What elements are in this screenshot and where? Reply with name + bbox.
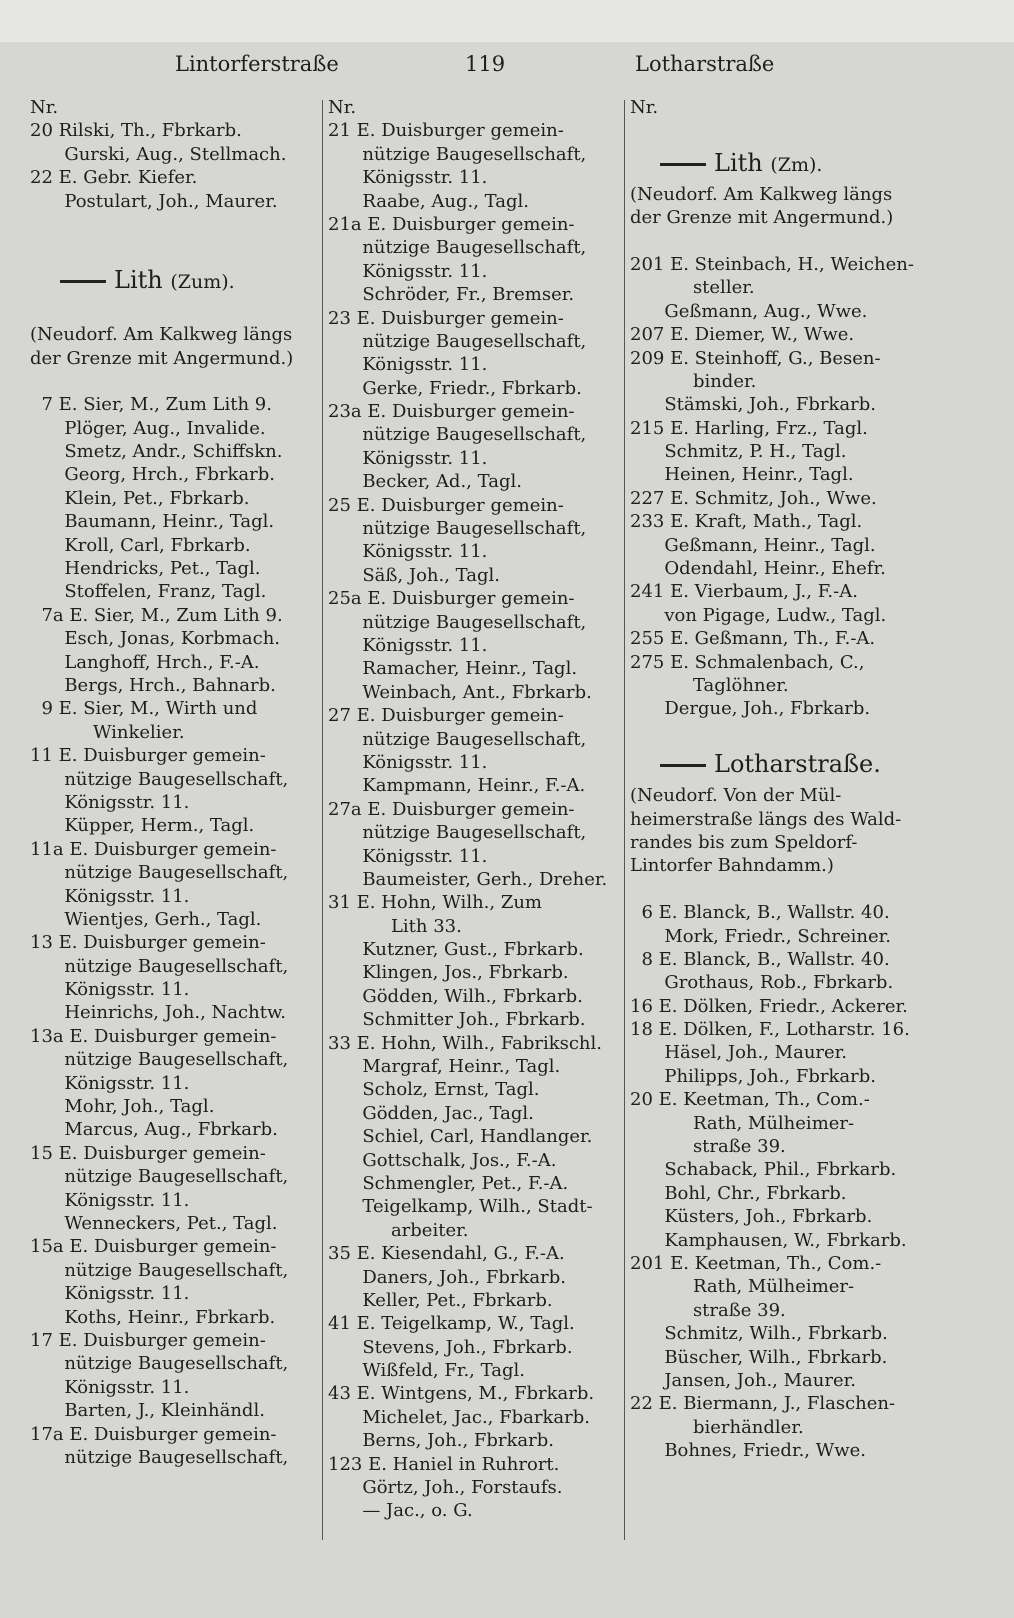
- entry-line: 25 E. Duisburger gemein-: [328, 494, 564, 516]
- entry-line: 15a E. Duisburger gemein-: [30, 1236, 277, 1258]
- entry-line: 15 E. Duisburger gemein-: [30, 1142, 266, 1164]
- column-heading: Nr.: [328, 97, 357, 118]
- entry-line: Stevens, Joh., Fbrkarb.: [328, 1336, 573, 1358]
- entry-line: bierhändler.: [630, 1416, 804, 1438]
- entry-line: 9 E. Sier, M., Wirth und: [30, 698, 258, 720]
- entry-line: Klein, Pet., Fbrkarb.: [30, 487, 250, 509]
- entry-line: 33 E. Hohn, Wilh., Fabrikschl.: [328, 1032, 603, 1054]
- entry-line: Wenneckers, Pet., Tagl.: [30, 1212, 278, 1234]
- street-note: heimerstraße längs des Wald-: [630, 808, 902, 830]
- street-note: randes bis zum Speldorf-: [630, 831, 858, 853]
- entry-line: 27a E. Duisburger gemein-: [328, 798, 575, 820]
- entry-line: [630, 1462, 920, 1485]
- entry-line: nützige Baugesellschaft,: [328, 237, 587, 259]
- dash-rule: [660, 764, 706, 767]
- entry-line: Margraf, Heinr., Tagl.: [328, 1056, 561, 1078]
- entry-line: von Pigage, Ludw., Tagl.: [630, 604, 887, 626]
- entry-line: Königsstr. 11.: [30, 979, 190, 1001]
- entry-line: Bohnes, Friedr., Wwe.: [630, 1440, 867, 1462]
- entry-line: Schmitz, P. H., Tagl.: [630, 441, 847, 463]
- entry-line: 275 E. Schmalenbach, C.,: [630, 651, 865, 673]
- entry-line: 233 E. Kraft, Math., Tagl.: [630, 511, 863, 533]
- entry-line: Odendahl, Heinr., Ehefr.: [630, 558, 886, 580]
- entry-line: Marcus, Aug., Fbrkarb.: [30, 1119, 278, 1141]
- entry-line: nützige Baugesellschaft,: [328, 330, 587, 352]
- entry-line: 241 E. Vierbaum, J., F.-A.: [630, 581, 858, 603]
- column-2: [328, 96, 618, 1546]
- entry-line: Taglöhner.: [630, 674, 789, 696]
- entry-line: 17a E. Duisburger gemein-: [30, 1423, 277, 1445]
- entry-line: Mohr, Joh., Tagl.: [30, 1096, 215, 1118]
- entry-line: Koths, Heinr., Fbrkarb.: [30, 1306, 276, 1328]
- entry-line: Schaback, Phil., Fbrkarb.: [630, 1159, 897, 1181]
- page-number: 119: [465, 52, 506, 76]
- scan-top-edge: [0, 0, 1014, 42]
- entry-line: Schmitz, Wilh., Fbrkarb.: [630, 1323, 888, 1345]
- entry-line: arbeiter.: [328, 1219, 469, 1241]
- entry-line: Königsstr. 11.: [328, 634, 488, 656]
- entry-line: Königsstr. 11.: [30, 1283, 190, 1305]
- entry-line: steller.: [630, 277, 755, 299]
- entry-line: Philipps, Joh., Fbrkarb.: [630, 1065, 876, 1087]
- entry-line: Königsstr. 11.: [30, 1189, 190, 1211]
- entry-line: 6 E. Blanck, B., Wallstr. 40.: [630, 902, 890, 924]
- entry-line: Geßmann, Aug., Wwe.: [630, 300, 868, 322]
- entry-line: Heinrichs, Joh., Nachtw.: [30, 1002, 286, 1024]
- entry-line: Postulart, Joh., Maurer.: [30, 190, 278, 212]
- street-heading: Lith (Zm).: [630, 143, 920, 183]
- entry-line: 123 E. Haniel in Ruhrort.: [328, 1453, 560, 1475]
- column-3: [630, 96, 920, 1486]
- entry-line: nützige Baugesellschaft,: [328, 424, 587, 446]
- street-heading: Lotharstraße.: [630, 744, 920, 784]
- entry-line: nützige Baugesellschaft,: [328, 611, 587, 633]
- entry-line: Heinen, Heinr., Tagl.: [630, 464, 854, 486]
- entry-line: 7 E. Sier, M., Zum Lith 9.: [30, 394, 272, 416]
- entry-line: 31 E. Hohn, Wilh., Zum: [328, 892, 542, 914]
- entry-line: 43 E. Wintgens, M., Fbrkarb.: [328, 1383, 595, 1405]
- entry-line: Königsstr. 11.: [30, 791, 190, 813]
- entry-line: Schiel, Carl, Handlanger.: [328, 1126, 593, 1148]
- entry-line: Säß, Joh., Tagl.: [328, 564, 501, 586]
- entry-line: Hendricks, Pet., Tagl.: [30, 558, 261, 580]
- entry-line: Raabe, Aug., Tagl.: [328, 190, 529, 212]
- column-heading: Nr.: [30, 97, 59, 118]
- entry-line: Grothaus, Rob., Fbrkarb.: [630, 972, 894, 994]
- entry-line: Michelet, Jac., Fbarkarb.: [328, 1406, 590, 1428]
- entry-line: 207 E. Diemer, W., Wwe.: [630, 324, 855, 346]
- entry-line: Esch, Jonas, Korbmach.: [30, 628, 281, 650]
- entry-line: Königsstr. 11.: [30, 1376, 190, 1398]
- entry-line: Gerke, Friedr., Fbrkarb.: [328, 377, 582, 399]
- entry-line: nützige Baugesellschaft,: [328, 143, 587, 165]
- entry-line: 209 E. Steinhoff, G., Besen-: [630, 347, 881, 369]
- entry-line: Lith 33.: [328, 915, 462, 937]
- entry-line: nützige Baugesellschaft,: [30, 955, 289, 977]
- entry-line: Baumann, Heinr., Tagl.: [30, 511, 275, 533]
- entry-line: Bergs, Hrch., Bahnarb.: [30, 675, 276, 696]
- entry-line: 35 E. Kiesendahl, G., F.-A.: [328, 1243, 565, 1265]
- street-note: (Neudorf. Von der Mül-: [630, 785, 842, 807]
- street-note: Lintorfer Bahndamm.): [630, 855, 834, 877]
- entry-line: Königsstr. 11.: [328, 354, 488, 376]
- street-note: (Neudorf. Am Kalkweg längs: [630, 183, 893, 205]
- entry-line: Georg, Hrch., Fbrkarb.: [30, 464, 276, 486]
- entry-line: nützige Baugesellschaft,: [328, 518, 587, 540]
- entry-line: Barten, J., Kleinhändl.: [30, 1400, 265, 1422]
- entry-line: 201 E. Steinbach, H., Weichen-: [630, 253, 914, 275]
- entry-line: nützige Baugesellschaft,: [30, 1166, 289, 1188]
- entry-line: nützige Baugesellschaft,: [328, 728, 587, 750]
- entry-line: Büscher, Wilh., Fbrkarb.: [630, 1346, 888, 1368]
- entry-line: straße 39.: [630, 1299, 786, 1321]
- entry-line: Gottschalk, Jos., F.-A.: [328, 1149, 557, 1171]
- street-note: der Grenze mit Angermund.): [30, 347, 294, 369]
- entry-line: Königsstr. 11.: [328, 447, 488, 469]
- entry-line: 13 E. Duisburger gemein-: [30, 932, 266, 954]
- entry-line: 201 E. Keetman, Th., Com.-: [630, 1252, 882, 1274]
- entry-line: Stoffelen, Franz, Tagl.: [30, 581, 267, 603]
- entry-line: 227 E. Schmitz, Joh., Wwe.: [630, 487, 877, 509]
- entry-line: Winkelier.: [30, 721, 185, 743]
- entry-line: nützige Baugesellschaft,: [30, 1353, 289, 1375]
- entry-line: Scholz, Ernst, Tagl.: [328, 1079, 540, 1101]
- entry-line: Teigelkamp, Wilh., Stadt-: [328, 1196, 593, 1218]
- entry-line: Jansen, Joh., Maurer.: [630, 1369, 856, 1391]
- entry-line: Königsstr. 11.: [30, 885, 190, 907]
- entry-line: Rath, Mülheimer-: [630, 1276, 855, 1298]
- column-heading: Nr.: [630, 97, 659, 118]
- entry-line: Mork, Friedr., Schreiner.: [630, 925, 891, 947]
- entry-line: Schmitter Joh., Fbrkarb.: [328, 1009, 586, 1031]
- entry-line: nützige Baugesellschaft,: [30, 862, 289, 884]
- entry-line: Kampmann, Heinr., F.-A.: [328, 775, 586, 797]
- dash-rule: [660, 163, 706, 166]
- column-1: [30, 96, 318, 1469]
- entry-line: Weinbach, Ant., Fbrkarb.: [328, 681, 592, 703]
- entry-line: Smetz, Andr., Schiffskn.: [30, 441, 283, 463]
- entry-line: nützige Baugesellschaft,: [30, 1446, 289, 1468]
- entry-line: Gödden, Jac., Tagl.: [328, 1102, 534, 1124]
- dash-rule: [60, 280, 106, 283]
- entry-line: Berns, Joh., Fbrkarb.: [328, 1430, 555, 1452]
- entry-line: [328, 1523, 618, 1546]
- entry-line: 215 E. Harling, Frz., Tagl.: [630, 417, 868, 439]
- entry-line: 18 E. Dölken, F., Lotharstr. 16.: [630, 1019, 910, 1041]
- entry-line: Geßmann, Heinr., Tagl.: [630, 534, 876, 556]
- entry-line: 21a E. Duisburger gemein-: [328, 213, 575, 235]
- entry-line: 22 E. Gebr. Kiefer.: [30, 167, 198, 189]
- entry-line: Kutzner, Gust., Fbrkarb.: [328, 939, 584, 961]
- entry-line: 8 E. Blanck, B., Wallstr. 40.: [630, 948, 890, 970]
- entry-line: Wißfeld, Fr., Tagl.: [328, 1360, 525, 1382]
- entry-line: 20 E. Keetman, Th., Com.-: [630, 1089, 870, 1111]
- entry-line: nützige Baugesellschaft,: [30, 1259, 289, 1281]
- entry-line: nützige Baugesellschaft,: [328, 822, 587, 844]
- page-header: [30, 52, 960, 86]
- entry-line: Gödden, Wilh., Fbrkarb.: [328, 985, 583, 1007]
- entry-line: 11 E. Duisburger gemein-: [30, 745, 266, 767]
- entry-line: Küpper, Herm., Tagl.: [30, 815, 255, 837]
- entry-line: Rath, Mülheimer-: [630, 1112, 855, 1134]
- entry-line: Klingen, Jos., Fbrkarb.: [328, 962, 569, 984]
- entry-line: 25a E. Duisburger gemein-: [328, 588, 575, 610]
- entry-line: 17 E. Duisburger gemein-: [30, 1329, 266, 1351]
- entry-line: 27 E. Duisburger gemein-: [328, 705, 564, 727]
- entry-line: nützige Baugesellschaft,: [30, 1049, 289, 1071]
- entry-line: 255 E. Geßmann, Th., F.-A.: [630, 628, 876, 650]
- entry-line: Königsstr. 11.: [328, 751, 488, 773]
- entry-line: 13a E. Duisburger gemein-: [30, 1025, 277, 1047]
- entry-line: Plöger, Aug., Invalide.: [30, 417, 266, 439]
- entry-line: 7a E. Sier, M., Zum Lith 9.: [30, 604, 283, 626]
- entry-line: — Jac., o. G.: [328, 1500, 473, 1522]
- entry-line: Gurski, Aug., Stellmach.: [30, 143, 287, 165]
- entry-line: Königsstr. 11.: [30, 1072, 190, 1094]
- entry-line: 21 E. Duisburger gemein-: [328, 120, 564, 142]
- street-note: der Grenze mit Angermund.): [630, 207, 894, 229]
- entry-line: straße 39.: [630, 1136, 786, 1158]
- entry-line: 22 E. Biermann, J., Flaschen-: [630, 1393, 896, 1415]
- entry-line: Königsstr. 11.: [328, 260, 488, 282]
- entry-line: 41 E. Teigelkamp, W., Tagl.: [328, 1313, 575, 1335]
- entry-line: Bohl, Chr., Fbrkarb.: [630, 1182, 847, 1204]
- entry-line: Königsstr. 11.: [328, 845, 488, 867]
- entry-line: Wientjes, Gerh., Tagl.: [30, 908, 262, 930]
- entry-line: Küsters, Joh., Fbrkarb.: [630, 1206, 873, 1228]
- entry-line: Keller, Pet., Fbrkarb.: [328, 1289, 553, 1311]
- column-divider: [322, 100, 323, 1540]
- entry-line: Häsel, Joh., Maurer.: [630, 1042, 848, 1064]
- entry-line: 11a E. Duisburger gemein-: [30, 838, 277, 860]
- entry-line: 20 Rilski, Th., Fbrkarb.: [30, 120, 242, 142]
- entry-line: Kamphausen, W., Fbrkarb.: [630, 1229, 907, 1251]
- header-left: Lintorferstraße: [175, 52, 339, 76]
- entry-line: binder.: [630, 370, 757, 392]
- entry-line: Schmengler, Pet., F.-A.: [328, 1172, 569, 1194]
- entry-line: 23a E. Duisburger gemein-: [328, 401, 575, 423]
- entry-line: Dergue, Joh., Fbrkarb.: [630, 698, 871, 720]
- entry-line: Stämski, Joh., Fbrkarb.: [630, 394, 876, 416]
- entry-line: Görtz, Joh., Forstaufs.: [328, 1477, 563, 1499]
- street-heading: Lith (Zum).: [30, 260, 318, 300]
- entry-line: Königsstr. 11.: [328, 541, 488, 563]
- entry-line: Ramacher, Heinr., Tagl.: [328, 658, 578, 680]
- entry-line: Langhoff, Hrch., F.-A.: [30, 651, 260, 673]
- entry-line: Königsstr. 11.: [328, 167, 488, 189]
- entry-line: Kroll, Carl, Fbrkarb.: [30, 534, 251, 556]
- entry-line: Becker, Ad., Tagl.: [328, 471, 522, 493]
- entry-line: Schröder, Fr., Bremser.: [328, 284, 575, 306]
- entry-line: 23 E. Duisburger gemein-: [328, 307, 564, 329]
- header-right: Lotharstraße: [635, 52, 775, 76]
- entry-line: Baumeister, Gerh., Dreher.: [328, 868, 608, 890]
- street-note: (Neudorf. Am Kalkweg längs: [30, 324, 293, 346]
- entry-line: 16 E. Dölken, Friedr., Ackerer.: [630, 995, 908, 1017]
- column-divider: [624, 100, 625, 1540]
- entry-line: nützige Baugesellschaft,: [30, 768, 289, 790]
- entry-line: Daners, Joh., Fbrkarb.: [328, 1266, 566, 1288]
